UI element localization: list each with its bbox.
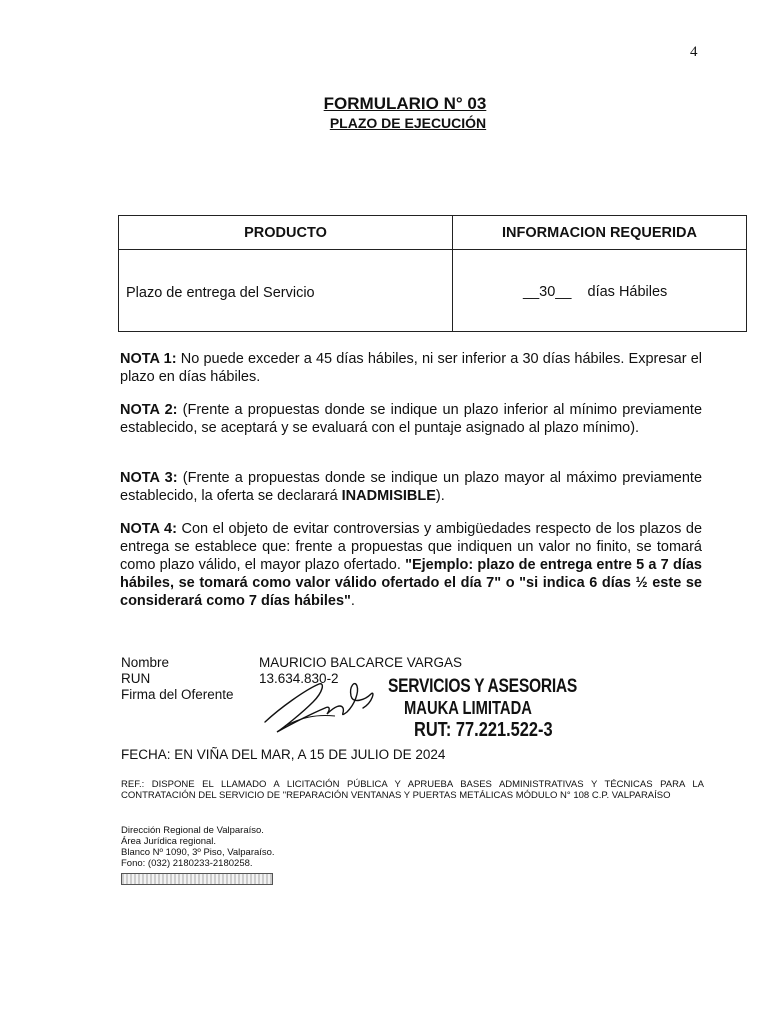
redacted-bar xyxy=(121,873,273,885)
note-4-label: NOTA 4: xyxy=(120,521,177,537)
fecha-line: FECHA: EN VIÑA DEL MAR, A 15 DE JULIO DE 2024 xyxy=(121,747,446,762)
form-subtitle: PLAZO DE EJECUCIÓN xyxy=(329,115,487,131)
name-label: Nombre xyxy=(121,655,170,670)
note-1-label: NOTA 1: xyxy=(120,351,177,367)
reference-text: REF.: DISPONE EL LLAMADO A LICITACIÓN PÚBLICA Y APRUEBA BASES ADMINISTRATIVAS Y TÉCNICAS PARA LA CONTRATACIÓN DEL SERVICIO DE "REPARACIÓN VENTANAS Y PUERTAS METÁLICAS MÓDULO N° 108 C.P. VALPARAÍSO xyxy=(121,779,704,801)
company-stamp xyxy=(388,676,588,742)
note-3 xyxy=(120,469,702,505)
table-header-product: PRODUCTO xyxy=(119,216,453,250)
stamp-line-2: MAUKA LIMITADA xyxy=(404,698,532,718)
requirements-table xyxy=(118,215,747,332)
signature-drawing xyxy=(255,678,385,740)
table-cell-value xyxy=(453,250,746,331)
page-number: 4 xyxy=(690,44,698,60)
name-value: MAURICIO BALCARCE VARGAS xyxy=(259,655,463,670)
note-1-text: No puede exceder a 45 días hábiles, ni ser inferior a 30 días hábiles. Expresar el plazo en días hábiles. xyxy=(120,351,703,385)
note-3-label: NOTA 3: xyxy=(120,470,178,486)
note-3-text-after: ). xyxy=(435,488,445,504)
run-label: RUN xyxy=(121,671,151,686)
note-2-label: NOTA 2: xyxy=(120,402,178,418)
plazo-unit: días Hábiles xyxy=(587,284,668,300)
note-4-bold: "Ejemplo: plazo de entrega entre 5 a 7 días hábiles, se tomará como valor válido ofertado el día 7" o "si indica 6 días ½ este se considerará como 7 días hábiles" xyxy=(120,557,702,609)
run-value: 13.634.830-2 xyxy=(259,671,339,686)
note-3-text: (Frente a propuestas donde se indique un plazo mayor al máximo previamente establecido, la oferta se declarará xyxy=(120,470,703,504)
note-4 xyxy=(120,520,702,610)
address-line-1: Dirección Regional de Valparaíso. xyxy=(121,825,264,836)
address-line-3: Blanco Nº 1090, 3º Piso, Valparaíso. xyxy=(121,847,275,858)
address-line-2: Área Jurídica regional. xyxy=(121,836,217,847)
note-4-text: Con el objeto de evitar controversias y ambigüedades respecto de los plazos de entrega se establece que: frente a propuestas que indiquen un valor no finito, se tomará como plazo válido, el mayor plazo ofertado. xyxy=(120,521,703,573)
plazo-value: __30__ xyxy=(523,284,572,300)
note-4-text-after: . xyxy=(350,593,355,609)
form-title: FORMULARIO N° 03 xyxy=(323,94,487,113)
note-1 xyxy=(120,350,702,386)
note-2 xyxy=(120,401,702,437)
stamp-line-3: RUT: 77.221.522-3 xyxy=(414,719,553,741)
note-2-text: (Frente a propuestas donde se indique un plazo inferior al mínimo previamente establecido, se aceptará y se evaluará con el puntaje asignado al plazo mínimo). xyxy=(120,402,703,436)
firma-label: Firma del Oferente xyxy=(121,687,234,702)
address-line-4: Fono: (032) 2180233-2180258. xyxy=(121,858,253,869)
stamp-line-1: SERVICIOS Y ASESORIAS xyxy=(388,676,578,697)
table-header-info: INFORMACION REQUERIDA xyxy=(453,216,746,250)
note-3-bold: INADMISIBLE xyxy=(341,488,436,504)
table-cell-product: Plazo de entrega del Servicio xyxy=(119,250,453,331)
